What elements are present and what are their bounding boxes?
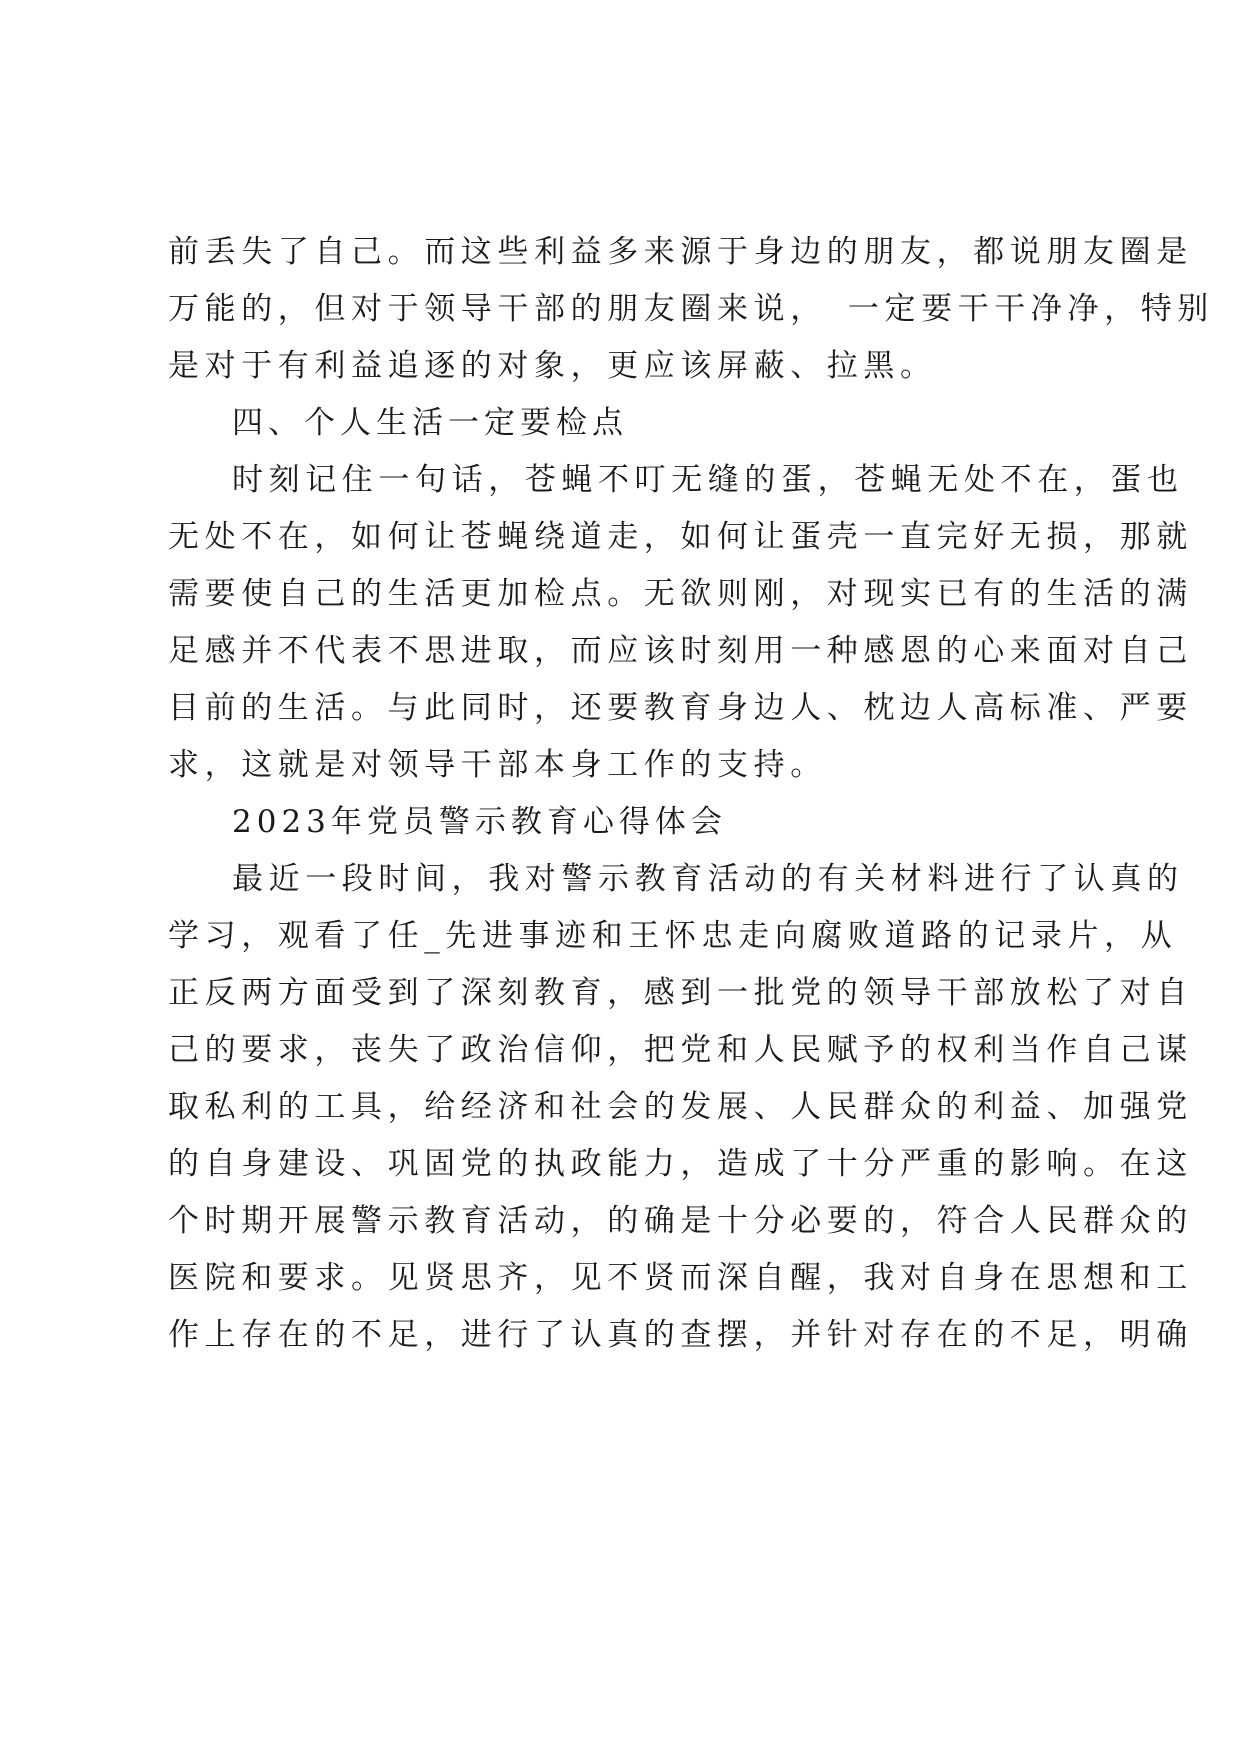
paragraph-line: 足感并不代表不思进取，而应该时刻用一种感恩的心来面对自己 bbox=[168, 633, 1193, 669]
paragraph-line: 个时期开展警示教育活动，的确是十分必要的，符合人民群众的 bbox=[168, 1203, 1193, 1239]
paragraph-line: 医院和要求。见贤思齐，见不贤而深自醒，我对自身在思想和工 bbox=[168, 1260, 1193, 1296]
paragraph-line: 前丢失了自己。而这些利益多来源于身边的朋友，都说朋友圈是 bbox=[168, 234, 1193, 270]
paragraph-line: 学习，观看了任_先进事迹和王怀忠走向腐败道路的记录片，从 bbox=[168, 918, 1178, 954]
paragraph-line: 目前的生活。与此同时，还要教育身边人、枕边人高标准、严要 bbox=[168, 690, 1193, 726]
paragraph-line: 的自身建设、巩固党的执政能力，造成了十分严重的影响。在这 bbox=[168, 1146, 1193, 1182]
paragraph-line: 需要使自己的生活更加检点。无欲则刚，对现实已有的生活的满 bbox=[168, 576, 1193, 612]
paragraph-line: 取私利的工具，给经济和社会的发展、人民群众的利益、加强党 bbox=[168, 1089, 1193, 1125]
section-heading: 四、个人生活一定要检点 bbox=[232, 405, 628, 441]
paragraph-line: 作上存在的不足，进行了认真的查摆，并针对存在的不足，明确 bbox=[168, 1317, 1193, 1353]
paragraph-line: 万能的，但对于领导干部的朋友圈来说， 一定要干干净净，特别 bbox=[168, 291, 1214, 327]
paragraph-line: 无处不在，如何让苍蝇绕道走，如何让蛋壳一直完好无损，那就 bbox=[168, 519, 1193, 555]
paragraph-line: 时刻记住一句话，苍蝇不叮无缝的蛋，苍蝇无处不在，蛋也 bbox=[232, 462, 1184, 498]
article-title: 2023年党员警示教育心得体会 bbox=[232, 804, 727, 840]
paragraph-line: 是对于有利益追逐的对象，更应该屏蔽、拉黑。 bbox=[168, 348, 937, 384]
paragraph-line: 己的要求，丧失了政治信仰，把党和人民赋予的权利当作自己谋 bbox=[168, 1032, 1193, 1068]
paragraph-line: 最近一段时间，我对警示教育活动的有关材料进行了认真的 bbox=[232, 861, 1184, 897]
paragraph-line: 求，这就是对领导干部本身工作的支持。 bbox=[168, 747, 827, 783]
paragraph-line: 正反两方面受到了深刻教育，感到一批党的领导干部放松了对自 bbox=[168, 975, 1193, 1011]
